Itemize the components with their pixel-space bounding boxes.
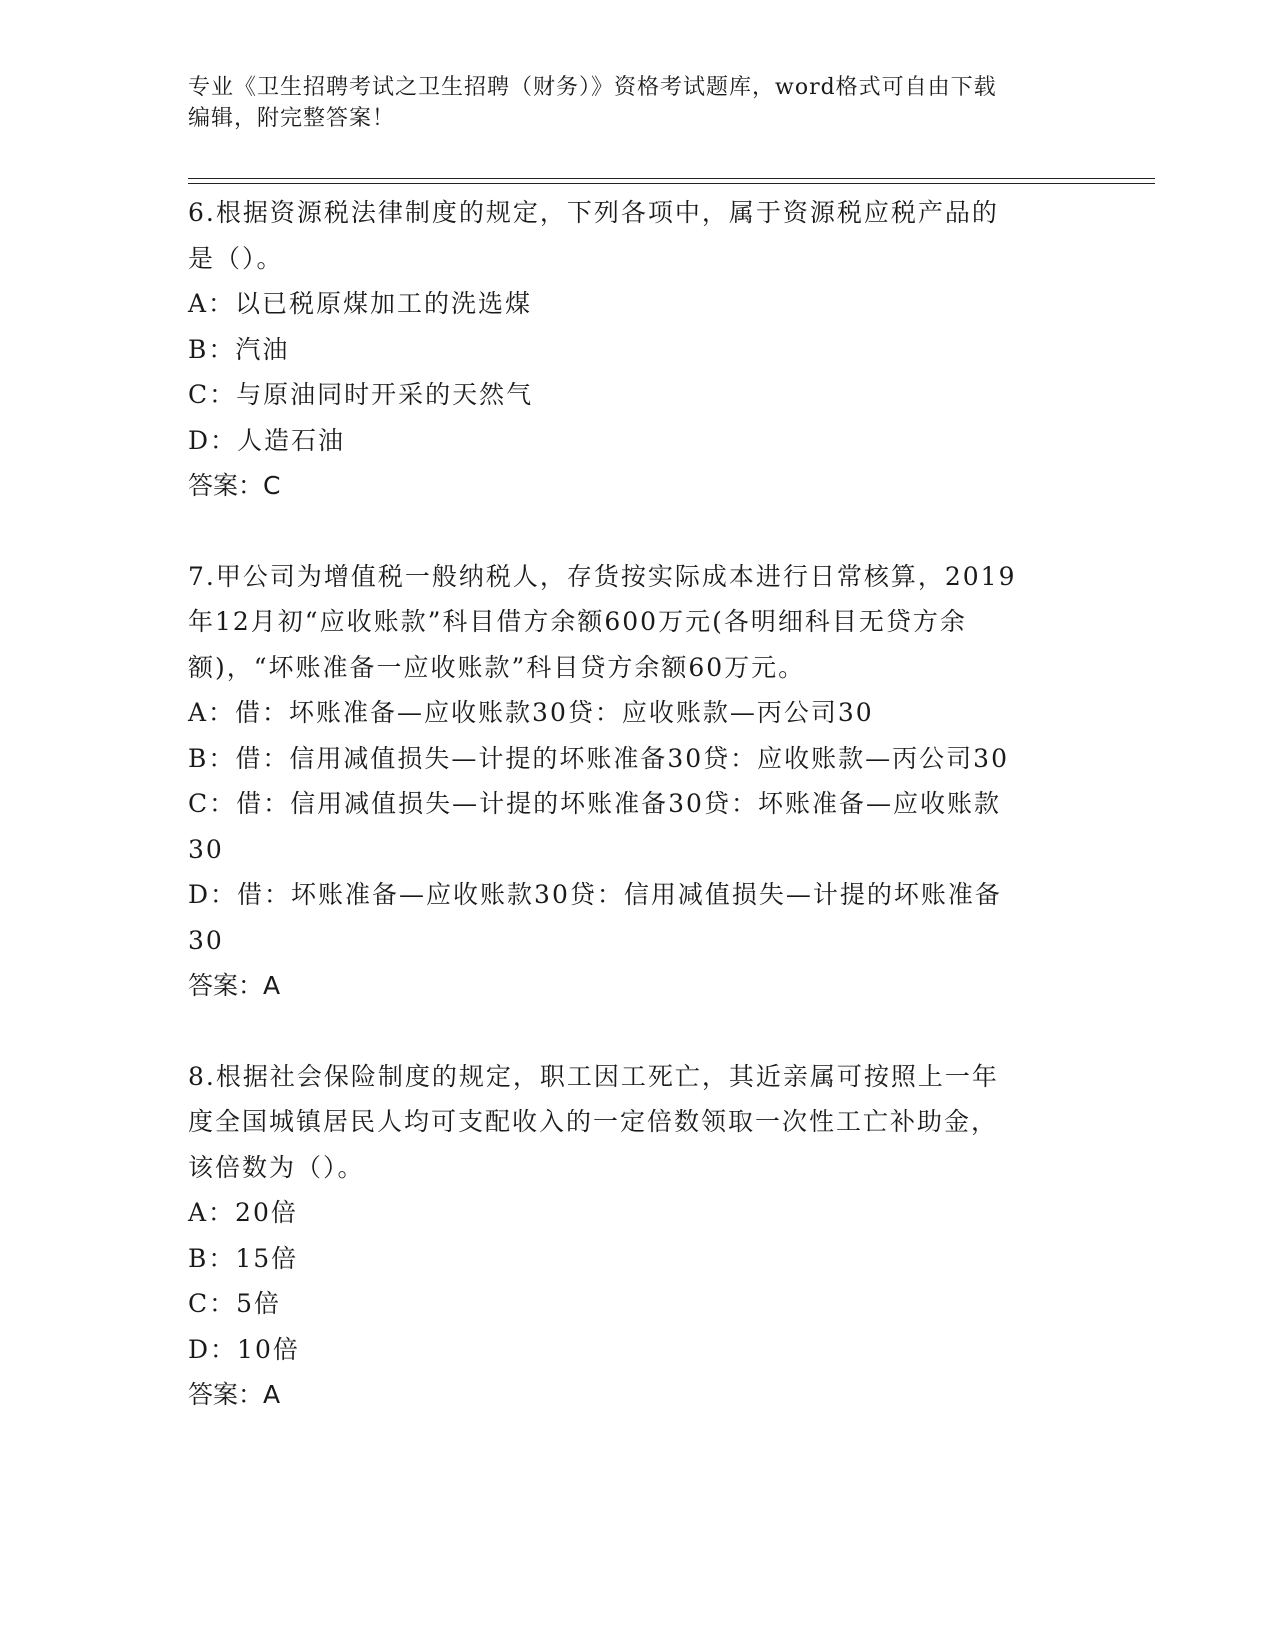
header-line-1: 专业《卫生招聘考试之卫生招聘（财务）》资格考试题库，word格式可自由下载 [188,75,997,100]
option-d: D：人造石油 [188,425,346,455]
question-stem-line: 该倍数为（）。 [188,1152,365,1182]
answer-label: 答案：C [188,471,281,500]
option-a: A：以已税原煤加工的洗选煤 [188,289,533,318]
option-c-continued: 30 [188,834,224,864]
header-divider-bottom [188,183,1155,184]
answer-label: 答案：A [188,971,281,1000]
question-stem-line: 额)，“坏账准备一应收账款”科目贷方余额60万元。 [188,652,806,682]
question-8 [188,1054,1088,1418]
option-b: B：15倍 [188,1243,299,1273]
question-7 [188,554,1088,1009]
question-stem-line: 年12月初“应收账款”科目借方余额600万元(各明细科目无贷方余 [188,607,967,636]
answer-label: 答案：A [188,1380,281,1409]
option-a: A：借：坏账准备—应收账款30贷：应收账款—丙公司30 [188,698,874,727]
option-b: B：借：信用减值损失—计提的坏账准备30贷：应收账款—丙公司30 [188,743,1009,773]
question-6 [188,190,1088,509]
option-d: D：借：坏账准备—应收账款30贷：信用减值损失—计提的坏账准备 [188,880,1002,909]
question-stem-line: 8.根据社会保险制度的规定，职工因工死亡，其近亲属可按照上一年 [188,1061,999,1091]
question-list [188,190,1088,1418]
header-line-2: 编辑，附完整答案！ [188,106,396,131]
option-c: C：5倍 [188,1289,282,1318]
option-c: C：借：信用减值损失—计提的坏账准备30贷：坏账准备—应收账款 [188,789,1001,818]
document-header [188,72,1088,134]
question-spacer [188,1009,1088,1054]
option-d: D：10倍 [188,1334,300,1364]
question-stem-line: 7.甲公司为增值税一般纳税人，存货按实际成本进行日常核算，2019 [188,561,1017,591]
header-divider-top [188,178,1155,179]
option-d-continued: 30 [188,925,224,955]
question-stem-line: 度全国城镇居民人均可支配收入的一定倍数领取一次性工亡补助金， [188,1107,999,1136]
option-b: B：汽油 [188,334,290,364]
question-stem-line: 6.根据资源税法律制度的规定，下列各项中，属于资源税应税产品的 [188,198,999,227]
question-spacer [188,509,1088,554]
option-a: A：20倍 [188,1198,298,1227]
option-c: C：与原油同时开采的天然气 [188,380,534,409]
question-stem-line: 是（）。 [188,243,284,273]
